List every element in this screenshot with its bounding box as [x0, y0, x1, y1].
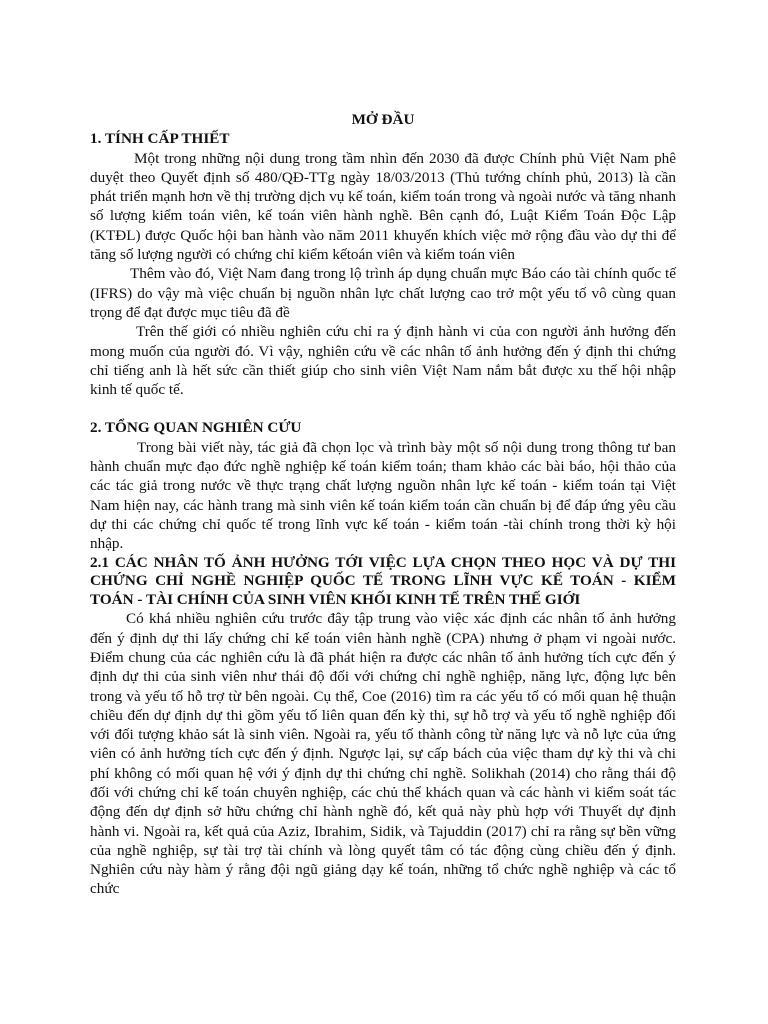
section-heading-2: 2. TỔNG QUAN NGHIÊN CỨU — [90, 419, 302, 437]
section-heading-2-1: 2.1 CÁC NHÂN TỐ ẢNH HƯỞNG TỚI VIỆC LỰA CHỌN THEO HỌC VÀ DỰ THI CHỨNG CHỈ NGHỀ NGHIỆP QUỐC TẾ TRONG LĨNH VỰC KẾ TOÁN - KIỂM TOÁN - TÀI CHÍNH CỦA SINH VIÊN KHỐI KINH TẾ TRÊN THẾ GIỚI — [90, 553, 676, 608]
section-heading-1: 1. TÍNH CẤP THIẾT — [90, 130, 230, 148]
section-spacer — [90, 399, 676, 418]
document-title: MỞ ĐẦU — [351, 111, 415, 128]
paragraph-1-1: Một trong những nội dung trong tầm nhìn đến 2030 đã được Chính phủ Việt Nam phê duyệt theo Quyết định số 480/QĐ-TTg ngày 18/03/2013 (Thủ tướng chính phủ, 2013) là cần phát triển mạnh hơn về thị trường dịch vụ kế toán, kiểm toán trong và ngoài nước và tăng nhanh số lượng kiểm toán viên, kế toán viên hành nghề. Bên cạnh đó, Luật Kiểm Toán Độc Lập (KTĐL) được Quốc hội ban hành vào năm 2011 khuyến khích việc mở rộng đầu vào dự thi để tăng số lượng người có chứng chỉ kiểm kếtoán viên và kiểm toán viên — [90, 149, 676, 264]
paragraph-1-3: Trên thế giới có nhiều nghiên cứu chỉ ra ý định hành vi của con người ảnh hưởng đến mong muốn của người đó. Vì vậy, nghiên cứu về các nhân tố ảnh hưởng đến ý định thi chứng chỉ tiếng anh là hết sức cần thiết giúp cho sinh viên Việt Nam nắm bắt được xu thế hội nhập kinh tế quốc tế. — [90, 323, 676, 399]
paragraph-1-2: Thêm vào đó, Việt Nam đang trong lộ trình áp dụng chuẩn mực Báo cáo tài chính quốc tế (IFRS) do vậy mà việc chuẩn bị nguồn nhân lực chất lượng cao trở một yếu tố vô cùng quan trọng để đạt được mục tiêu đã đề — [90, 265, 676, 321]
paragraph-2-1-1: Có khá nhiều nghiên cứu trước đây tập trung vào việc xác định các nhân tố ảnh hưởng đến ý định dự thi lấy chứng chỉ kế toán viên hành nghề (CPA) nhưng ở phạm vi ngoài nước. Điểm chung của các nghiên cứu là đã phát hiện ra được các nhân tố ảnh hưởng tích cực đến ý định dự thi của sinh viên như thái độ đối với chứng chỉ nghề nghiệp, năng lực, động lực bên trong và yếu tố hỗ trợ từ bên ngoài. Cụ thể, Coe (2016) tìm ra các yếu tố có mối quan hệ thuận chiều đến dự định dự thi gồm yếu tố liên quan đến kỳ thi, sự hỗ trợ và yếu tố nghề nghiệp đối với đối tượng khảo sát là sinh viên. Ngoài ra, yếu tố thành công từ năng lực và nỗ lực của ứng viên có ảnh hưởng tích cực đến ý định. Ngược lại, sự cấp bách của việc tham dự kỳ thi và chi phí không có mối quan hệ với ý định dự thi chứng chỉ nghề. Solikhah (2014) cho rằng thái độ đối với chứng chỉ kế toán chuyên nghiệp, các chủ thể khách quan và các hành vi kiểm soát tác động đến dự định sở hữu chứng chỉ hành nghề đó, kết quả này phù hợp với Thuyết dự định hành vi. Ngoài ra, kết quả của Aziz, Ibrahim, Sidik, và Tajuddin (2017) chỉ ra rằng sự bền vững của nghề nghiệp, sự tài trợ tài chính và lòng quyết tâm có tác động cùng chiều đến ý định. Nghiên cứu này hàm ý rằng đội ngũ giảng dạy kế toán, những tổ chức nghề nghiệp và các tổ chức — [90, 610, 676, 898]
paragraph-2-1: Trong bài viết này, tác giả đã chọn lọc và trình bày một số nội dung trong thông tư ban hành chuẩn mực đạo đức nghề nghiệp kế toán kiểm toán; tham khảo các bài báo, hội thảo của các tác giả trong nước về thực trạng chất lượng nguồn nhân lực kế toán - kiểm toán tại Việt Nam hiện nay, các hành trang mà sinh viên kế toán kiểm toán cần chuẩn bị để đáp ứng yêu cầu dự thi các chứng chỉ quốc tế trong lĩnh vực kế toán - kiểm toán -tài chính trong thời kỳ hội nhập. — [90, 438, 676, 553]
document-page — [90, 110, 676, 899]
